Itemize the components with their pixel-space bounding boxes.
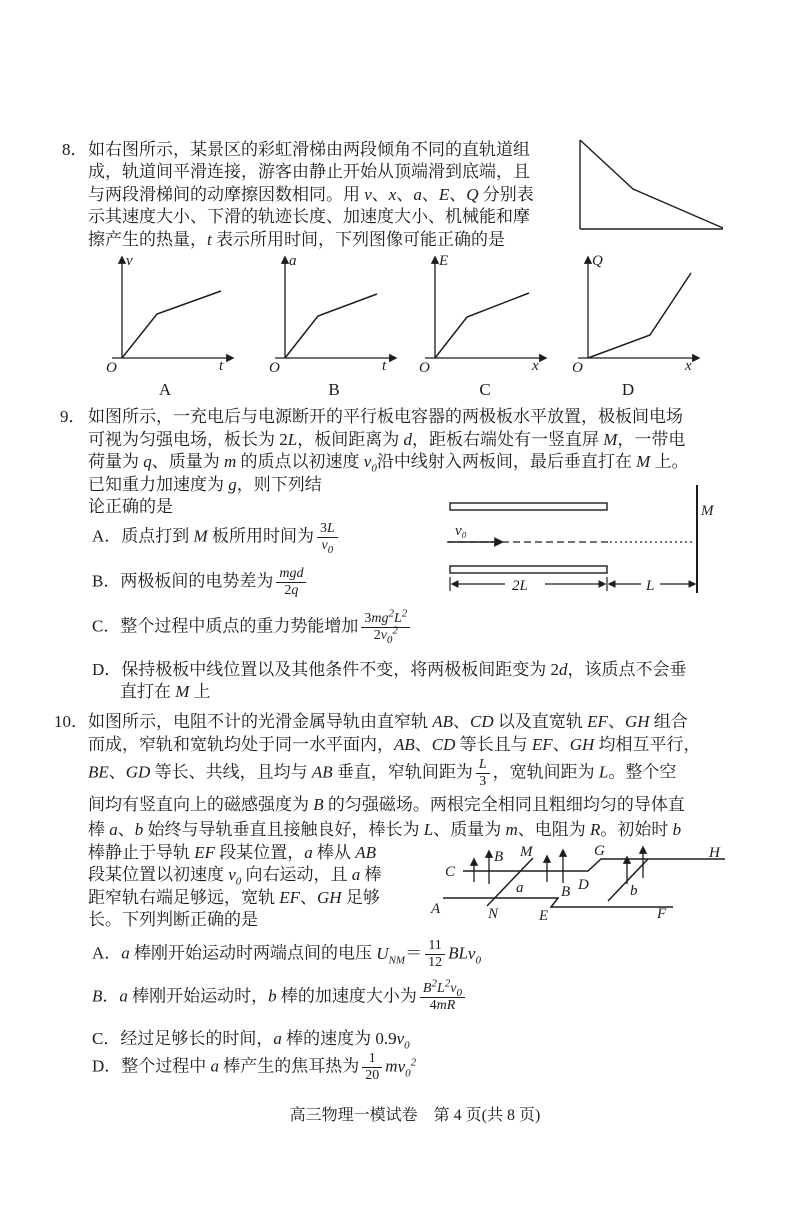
q8-text-line: 成，轨道间平滑连接，游客由静止开始从顶端滑到底端，且 [88,162,530,181]
graph-d-y-label: Q [592,253,603,269]
q9-text-line: 可视为匀强电场，板长为 2L，板间距离为 d，距板右端处有一竖直屏 M，一带电 [88,430,686,449]
q10-text-line: 棒 a、b 始终与导轨垂直且接触良好，棒长为 L、质量为 m、电阻为 R。初始时 b [88,820,682,839]
rail-diagram [428,838,763,950]
q10-option-c: C．经过足够长的时间，a 棒的速度为 $0.9v_0$ [92,1029,410,1052]
graph-c-x-label: x [532,358,539,374]
math-var: M [636,452,651,471]
plate-length-2l-label: 2L [512,578,528,594]
math-var: g [228,475,237,494]
math-var: d [403,430,412,449]
label-rod-b: b [630,883,638,899]
graph-d-letter: D [621,380,635,399]
graph-c-letter: C [479,380,491,399]
label-h: H [709,845,720,861]
math-var: a [109,820,118,839]
math-var: B [313,795,324,814]
math-var: L [478,757,487,772]
math-var: B [448,943,459,963]
graph-b-y-label: a [289,253,297,269]
math-var: m [224,452,237,471]
math-var: BE [88,762,109,782]
q10-option-b: B．a 棒刚开始运动时，b 棒的加速度大小为 $\frac{B^2L^2v_0}{4mR}$ [92,981,468,1014]
math-var: b [134,820,144,839]
math-var: a [119,986,128,1006]
graph-a-curve-steep-then-shallow [122,291,221,358]
q9-text-line: 已知重力加速度为 g，则下列结 [88,475,322,494]
math-var: b [268,986,277,1006]
math-var: $L^2$ [436,977,451,996]
math-var: a [351,865,361,884]
fraction: $\frac{1}{20}$ [362,1051,382,1084]
label-b-rail: B [561,884,571,900]
math-var: EF [279,888,301,907]
math-var: R [590,820,601,839]
graph-d-origin-label: O [572,360,583,376]
q10-option-a: A．a 棒刚开始运动时两端点间的电压 $U_{NM}=$ $\frac{11}{12}$ BLv$_0$ [92,938,481,971]
math-var: m [436,998,447,1014]
slide-profile-diagram [575,134,755,236]
q8-text-line: 与两段滑梯间的动摩擦因数相同。用 v、x、a、E、Q 分别表 [88,185,534,204]
question-10-number: 10． [54,712,88,731]
q9-option-d-line2: 直打在 M 上 [120,682,211,701]
math-var: Q [466,185,479,204]
fraction: $\frac{3L}{v_0}$ [317,521,338,554]
q10-text-line: 棒静止于导轨 EF 段某位置，a 棒从 AB [88,843,377,862]
math-var: GH [624,712,650,731]
math-var: AB [355,843,377,862]
q10-text-line: 段某位置以初速度 $v_0$ 向右运动，且 a 棒 [88,865,382,888]
q10-text-line: 而成，窄轨和宽轨均处于同一水平面内，AB、CD 等长且与 EF、GH 均相互平行， [88,735,701,754]
label-g: G [594,843,605,859]
label-c: C [445,864,456,880]
math-var: $v_0^2$ [380,624,398,646]
label-m: M [520,844,533,860]
q8-option-graphs [95,248,715,380]
graph-a-letter: A [158,380,172,399]
math-var: $v_0$ [396,1029,410,1052]
math-var: m [385,1056,398,1076]
q9-option-a: A．质点打到 M 板所用时间为 $\frac{3L}{v_0}$ [92,521,341,554]
fraction: $\frac{\text{mgd}}{2q}$ [276,566,306,599]
math-var: $v_0^2$ [397,1055,417,1079]
math-var: GD [125,762,151,782]
math-var: a [413,185,422,204]
math-var: v [364,185,372,204]
math-var: GH [317,888,342,907]
graph-a-y-label: v [126,253,133,269]
rod-b [608,859,648,901]
math-var: a [121,943,130,963]
math-var: a [273,1029,282,1048]
graph-b-origin-label: O [269,360,280,376]
math-var: EF [587,712,608,731]
label-field-b: B [494,849,504,865]
q9-option-b: B．两极板间的电势差为 $\frac{\text{mgd}}{2q}$ [92,566,309,599]
math-var: $v_0$ [321,538,334,556]
graph-d-x-label: x [685,358,692,374]
graph-c-y-label: E [439,253,449,269]
math-var: CD [470,712,494,731]
math-var: EF [194,843,216,862]
math-var: $v_0$ [467,943,481,966]
fraction: $\frac{L}{3}$ [476,757,490,790]
q9-option-c: C．整个过程中质点的重力势能增加 $\frac{3mg^2L^2}{2v_0^2}$ [92,611,413,644]
math-var: L [326,521,335,536]
graph-c-origin-label: O [419,360,430,376]
capacitor-diagram [445,483,717,598]
bottom-plate [450,566,607,573]
math-var: m [371,611,382,626]
fraction: $\frac{B^2L^2v_0}{4mR}$ [420,981,465,1014]
math-var: E [438,185,450,204]
math-var: $v_0$ [450,981,462,999]
screen-m-label: M [701,503,714,519]
math-var: $B^2$ [422,977,437,996]
question-8-number: 8． [62,140,88,159]
fraction: $\frac{3mg^2L^2}{2v_0^2}$ [361,611,410,644]
math-var: $v_0$ [363,452,377,475]
math-var: a [210,1056,220,1076]
q8-text-line: 示其速度大小、下滑的轨迹长度、加速度大小、机械能和摩 [88,207,530,226]
math-var: mgd [279,566,304,581]
q8-text-line: 擦产生的热量，t 表示所用时间，下列图像可能正确的是 [88,230,505,249]
q10-text-line: 间均有竖直向上的磁感强度为 B 的匀强磁场。两根完全相同且粗细均匀的导体直 [88,795,685,814]
math-var: q [291,583,299,599]
graph-a-origin-label: O [106,360,117,376]
top-plate [450,503,607,510]
math-var: L [598,762,609,782]
math-var: L [287,430,298,449]
fraction: $\frac{11}{12}$ [425,938,445,971]
math-var: R [446,998,456,1014]
bottom-rail-ab-ef [443,898,673,907]
math-var: EF [531,735,553,754]
label-n: N [488,906,499,922]
math-var: M [193,526,208,546]
graph-b-curve-steep-then-shallow [285,294,377,358]
q8-text-line: 如右图所示，某景区的彩虹滑梯由两段倾角不同的直轨道组 [88,140,530,159]
math-var: GH [569,735,595,754]
math-var: CD [431,735,456,754]
q10-option-d: D．整个过程中 a 棒产生的焦耳热为 $\frac{1}{20}$ $mv_0^2$ [92,1051,417,1084]
math-var: AB [311,762,333,782]
q9-option-d-line1: D．保持极板中线位置以及其他条件不变，将两极板间距变为 2d，该质点不会垂 [92,660,687,679]
graph-c-curve-steep-then-shallow [435,293,529,358]
math-var: B [92,986,103,1006]
v0-label: v₀ [455,523,467,539]
math-var: q [143,452,152,471]
math-var: b [672,820,682,839]
q10-text-line: 距窄轨右端足够远，宽轨 EF、GH 足够 [88,888,380,907]
math-var: M [175,682,190,701]
math-var: t [207,230,212,249]
slide-two-slopes [580,140,723,228]
math-var: AB [432,712,454,731]
math-var: L [423,820,434,839]
graph-b-letter: B [328,380,340,399]
math-var: L [458,943,468,963]
graph-a-x-label: t [219,358,224,374]
label-a-rail: A [431,901,441,917]
question-9-number: 9． [60,407,86,426]
math-var: M [603,430,618,449]
rod-a [487,858,533,906]
page-footer: 高三物理一模试卷 第 4 页(共 8 页) [289,1107,541,1124]
label-f: F [657,906,667,922]
q9-text-line: 荷量为 q、质量为 m 的质点以初速度 $v_0$沿中线射入两板间，最后垂直打在 M 上。 [88,452,689,475]
gap-length-l-label: L [646,578,655,594]
math-var: m [505,820,518,839]
graph-b-x-label: t [382,358,387,374]
label-d-rail: D [578,877,589,893]
math-var: d [559,660,568,679]
math-var: $L^2$ [393,607,408,626]
q10-text-line: 如图所示，电阻不计的光滑金属导轨由直窄轨 AB、CD 以及直宽轨 EF、GH 组合 [88,712,688,731]
math-var: x [388,185,397,204]
q9-text-line: 如图所示，一充电后与电源断开的平行板电容器的两极板水平放置，极板间电场 [88,407,683,426]
math-var: a [304,843,313,862]
math-var: $U_{NM}$ [376,943,406,966]
label-e: E [539,908,549,924]
q10-text-line: 长。下列判断正确的是 [88,910,258,929]
math-var: $g^2$ [381,607,394,626]
math-var: AB [394,735,415,754]
graph-d-curve-shallow-then-steep [588,273,691,358]
q10-text-line: BE、GD 等长、共线，且均与 AB 垂直，窄轨间距为 $\frac{L}{3}$ ，宽轨间距为 L。整个空 [88,757,677,790]
q9-text-line: 论正确的是 [88,497,173,516]
math-var: $v_0$ [228,865,242,888]
label-rod-a: a [516,880,524,896]
